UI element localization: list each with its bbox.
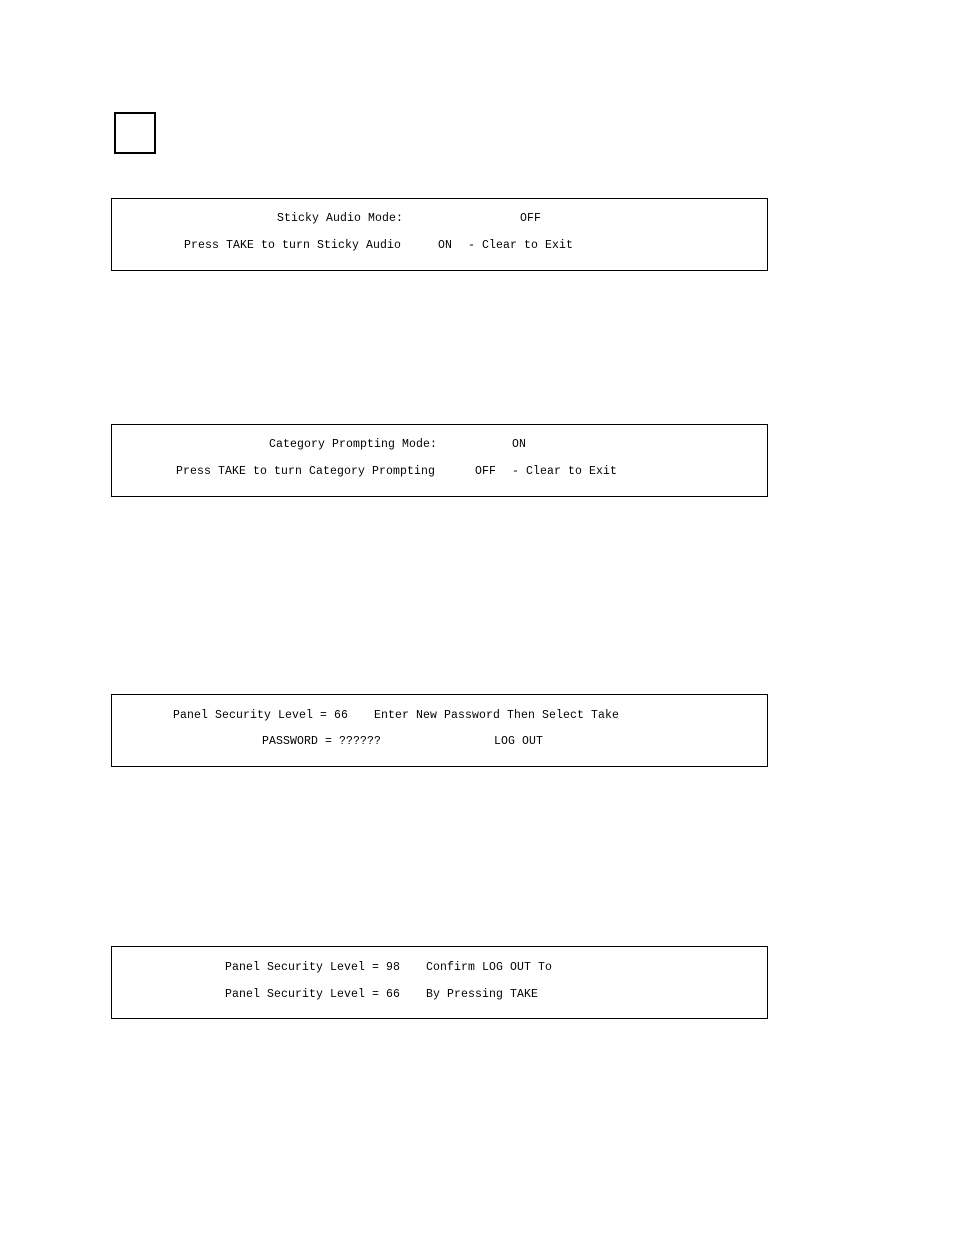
category-prompting-state: ON	[512, 438, 527, 451]
sticky-audio-state: OFF	[520, 212, 542, 225]
sticky-audio-title: Sticky Audio Mode:	[277, 212, 404, 225]
confirm-current-level: Panel Security Level = 98	[225, 961, 401, 974]
password-security-level: Panel Security Level = 66	[173, 709, 349, 722]
confirm-take-text: By Pressing TAKE	[426, 988, 539, 1001]
logout-confirm-display	[111, 946, 768, 1019]
category-prompting-title: Category Prompting Mode:	[269, 438, 438, 451]
category-prompting-display	[111, 424, 768, 497]
sticky-audio-prompt: Press TAKE to turn Sticky Audio	[184, 239, 402, 252]
page-marker-box	[114, 112, 156, 154]
password-field[interactable]: PASSWORD = ??????	[262, 735, 382, 748]
sticky-audio-toggle-option[interactable]: ON	[438, 239, 453, 252]
confirm-logout-text: Confirm LOG OUT To	[426, 961, 553, 974]
category-prompting-exit-hint: - Clear to Exit	[512, 465, 618, 478]
password-entry-display	[111, 694, 768, 767]
sticky-audio-exit-hint: - Clear to Exit	[468, 239, 574, 252]
category-prompting-prompt: Press TAKE to turn Category Prompting	[176, 465, 436, 478]
password-instruction: Enter New Password Then Select Take	[374, 709, 620, 722]
confirm-new-level: Panel Security Level = 66	[225, 988, 401, 1001]
category-prompting-toggle-option[interactable]: OFF	[475, 465, 497, 478]
sticky-audio-display	[111, 198, 768, 271]
logout-option[interactable]: LOG OUT	[494, 735, 544, 748]
